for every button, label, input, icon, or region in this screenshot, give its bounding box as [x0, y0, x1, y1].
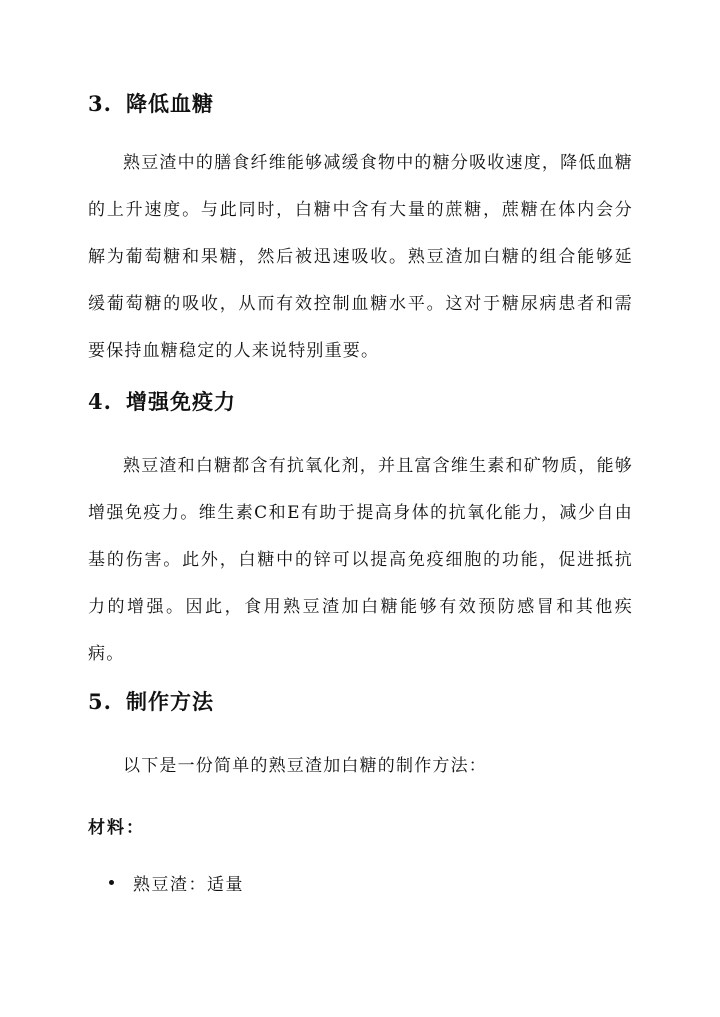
section-paragraph-3: 熟豆渣中的膳食纤维能够减缓食物中的糖分吸收速度，降低血糖的上升速度。与此同时，白糖中含有大量的蔗糖，蔗糖在体内会分解为葡萄糖和果糖，然后被迅速吸收。熟豆渣加白糖的组合能够延缓葡萄糖的吸收，从而有效控制血糖水平。这对于糖尿病患者和需要保持血糖稳定的人来说特别重要。 [88, 153, 633, 361]
section-title: 增强免疫力 [126, 389, 236, 414]
list-item-text: 熟豆渣：适量 [133, 875, 244, 895]
section-title: 制作方法 [126, 689, 214, 714]
section-number: 4. [88, 389, 112, 414]
section-paragraph-5: 以下是一份简单的熟豆渣加白糖的制作方法： [123, 756, 487, 776]
section-number: 5. [88, 689, 112, 714]
section-heading-5 [88, 686, 214, 716]
section-number: 3. [88, 91, 112, 116]
list-item [88, 870, 244, 895]
section-paragraph-4: 熟豆渣和白糖都含有抗氧化剂，并且富含维生素和矿物质，能够增强免疫力。维生素C和E有助于提高身体的抗氧化能力，减少自由基的伤害。此外，白糖中的锌可以提高免疫细胞的功能，促进抵抗力的增强。因此，食用熟豆渣加白糖能够有效预防感冒和其他疾病。 [88, 456, 633, 664]
section-title: 降低血糖 [126, 91, 214, 116]
section-heading-3 [88, 88, 214, 118]
bullet-icon [109, 880, 114, 885]
materials-list [88, 870, 244, 895]
section-heading-4 [88, 386, 236, 416]
materials-label: 材料： [88, 818, 145, 838]
